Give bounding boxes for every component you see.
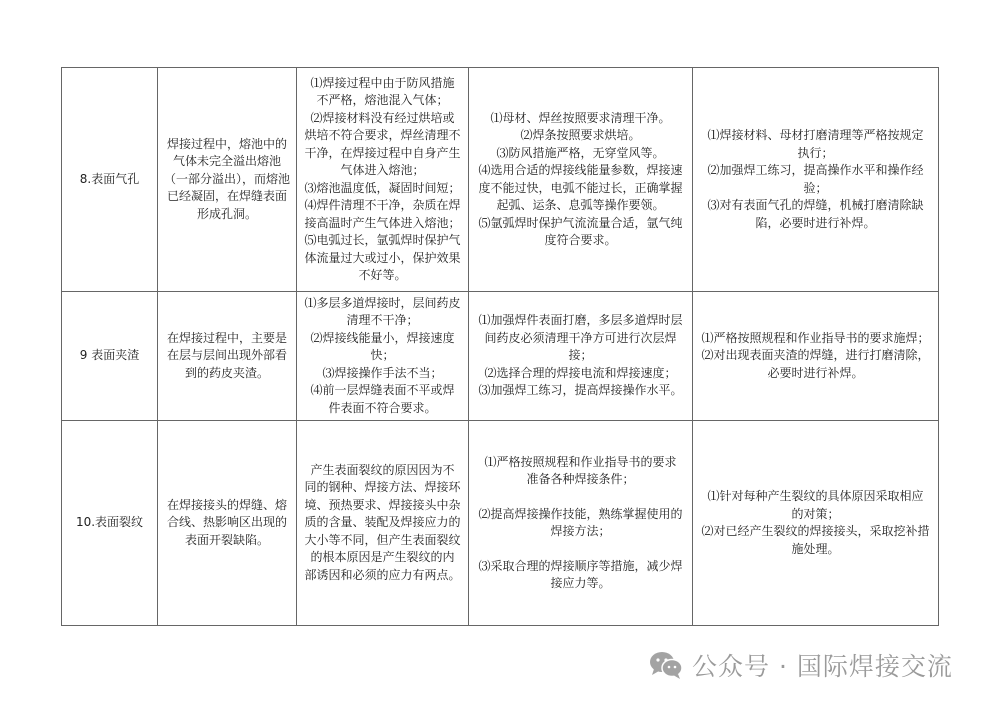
text-line: ⑵加强焊工练习，提高操作水平和操作经 [707, 163, 924, 177]
text-line: ⑶防风措施严格，无穿堂风等。 [496, 145, 665, 160]
defect-treatment-cell [693, 421, 939, 626]
text-line: ⑸氩弧焊时保护气流流量合适，氩气纯 [478, 215, 683, 230]
text-line: 陷，必要时进行补焊。 [755, 215, 876, 230]
text-line: 合线、热影响区出现的 [166, 515, 287, 530]
text-line: ⑵焊接线能量小，焊接速度 [310, 330, 455, 345]
text-line: ⑷选用合适的焊接线能量参数，焊接速 [478, 163, 683, 177]
defect-name-cell [62, 68, 158, 292]
watermark-text: 公众号 · 国际焊接交流 [692, 652, 953, 681]
text-line: ⑶加强焊工练习，提高焊接操作水平。 [478, 383, 683, 398]
defect-name-cell [62, 421, 158, 626]
text-line: 的根本原因是产生裂纹的内 [310, 550, 455, 565]
text-line: ⑴焊接材料、母材打磨清理等严格按规定 [707, 128, 924, 142]
text-line: 接； [568, 348, 593, 363]
text-line: ⑶焊接操作手法不当； [322, 365, 443, 380]
text-line: ⑵对出现表面夹渣的焊缝，进行打磨清除， [701, 348, 930, 363]
text-line: ⑴加强焊件表面打磨，多层多道焊时层 [478, 313, 683, 328]
text-line: ⑴焊接过程中由于防风措施 [310, 75, 455, 90]
watermark [648, 645, 953, 685]
text-line: 境、预热要求、焊接接头中杂 [304, 497, 461, 512]
text-line: 烘培不符合要求，焊丝清理不 [304, 128, 461, 142]
text-line: ⑴母材、焊丝按照要求清理干净。 [490, 110, 671, 125]
defect-name: 8.表面气孔 [79, 171, 140, 186]
text-line: ⑴多层多道焊接时，层间药皮 [304, 295, 461, 310]
text-line: ⑵选择合理的焊接电流和焊接速度； [484, 365, 677, 380]
line-gap [474, 541, 687, 558]
text-line: 准备各种焊接条件； [526, 472, 635, 486]
text-line: 验； [803, 180, 828, 195]
text-line: 焊接过程中，熔池中的 [166, 136, 287, 151]
text-line: 接高温时产生气体进入熔池； [304, 215, 461, 230]
line-gap [474, 489, 687, 506]
defect-table-body [62, 68, 939, 626]
text-line: 表面开裂缺陷。 [184, 532, 269, 547]
text-line: 质的含量、装配及焊接应力的 [304, 515, 461, 530]
text-line: ⑵焊条按照要求烘培。 [520, 128, 641, 142]
text-line: ⑴严格按照规程和作业指导书的要求施焊； [701, 330, 930, 345]
text-line: 同的钢种、焊接方法、焊接环 [304, 480, 461, 495]
text-line: 施处理。 [791, 541, 840, 556]
text-line: 焊接方法； [550, 524, 611, 538]
text-line: ⑵对已经产生裂纹的焊接接头，采取挖补措 [701, 524, 930, 538]
text-line: ⑵焊接材料没有经过烘培或 [310, 110, 455, 125]
text-line: 大小等不同，但产生表面裂纹 [304, 532, 461, 547]
defect-prevention-cell [469, 292, 693, 421]
text-line: 度符合要求。 [544, 233, 617, 247]
defect-causes-cell [297, 68, 469, 292]
text-line: ⑸电弧过长，氩弧焊时保护气 [304, 233, 461, 247]
table-row [62, 68, 939, 292]
text-line: 件表面不符合要求。 [328, 400, 437, 415]
text-line: 在层与层间出现外部看 [166, 348, 287, 363]
defect-description-cell [158, 292, 297, 421]
defect-causes-cell [297, 292, 469, 421]
text-line: 的对策； [791, 506, 840, 521]
text-line: ⑵提高焊接操作技能，熟练掌握使用的 [478, 506, 683, 521]
text-line: ⑶采取合理的焊接顺序等措施，减少焊 [478, 558, 683, 573]
text-line: 到的药皮夹渣。 [184, 365, 269, 380]
defect-prevention-cell [469, 421, 693, 626]
defect-table [61, 67, 939, 626]
text-line: 气体未完全溢出熔池 [172, 154, 281, 169]
table-row [62, 421, 939, 626]
text-line: 执行； [797, 145, 834, 160]
text-line: ⑷焊件清理不干净，杂质在焊 [304, 198, 461, 212]
defect-description-cell [158, 68, 297, 292]
defect-name-cell [62, 292, 158, 421]
text-line: ⑴针对每种产生裂纹的具体原因采取相应 [707, 489, 924, 503]
text-line: 度不能过快，电弧不能过长，正确掌握 [478, 180, 683, 195]
text-line: 产生表面裂纹的原因因为不 [310, 462, 455, 477]
text-line: 间药皮必须清理干净方可进行次层焊 [484, 330, 677, 345]
text-line: 已经凝固，在焊缝表面 [166, 189, 287, 204]
text-line: 起弧、运条、息弧等操作要领。 [496, 198, 665, 212]
text-line: ⑶熔池温度低，凝固时间短； [304, 180, 461, 195]
wechat-icon [648, 650, 684, 680]
text-line: 干净，在焊接过程中自身产生 [304, 145, 461, 160]
text-line: 气体进入熔池； [340, 163, 425, 177]
defect-name: 9 表面夹渣 [79, 348, 140, 363]
text-line: （一部分溢出），而熔池 [163, 171, 290, 186]
text-line: 不严格，熔池混入气体； [316, 93, 449, 107]
text-line: 在焊接过程中，主要是 [166, 330, 287, 345]
text-line: 必要时进行补焊。 [767, 365, 864, 380]
text-line: 部诱因和必须的应力有两点。 [304, 567, 461, 582]
text-line: ⑷前一层焊缝表面不平或焊 [310, 383, 455, 398]
text-line: 形成孔洞。 [196, 206, 257, 221]
defect-treatment-cell [693, 68, 939, 292]
text-line: ⑶对有表面气孔的焊缝，机械打磨清除缺 [707, 198, 924, 212]
table-row [62, 292, 939, 421]
text-line: 在焊接接头的焊缝、熔 [166, 497, 287, 512]
text-line: ⑴严格按照规程和作业指导书的要求 [484, 454, 677, 469]
text-line: 快； [370, 348, 395, 363]
defect-causes-cell [297, 421, 469, 626]
text-line: 清理不干净； [346, 313, 419, 328]
defect-name: 10.表面裂纹 [75, 515, 144, 530]
text-line: 体流量过大或过小，保护效果 [304, 250, 461, 265]
text-line: 接应力等。 [550, 576, 611, 590]
text-line: 不好等。 [358, 268, 407, 282]
defect-treatment-cell [693, 292, 939, 421]
defect-prevention-cell [469, 68, 693, 292]
defect-description-cell [158, 421, 297, 626]
